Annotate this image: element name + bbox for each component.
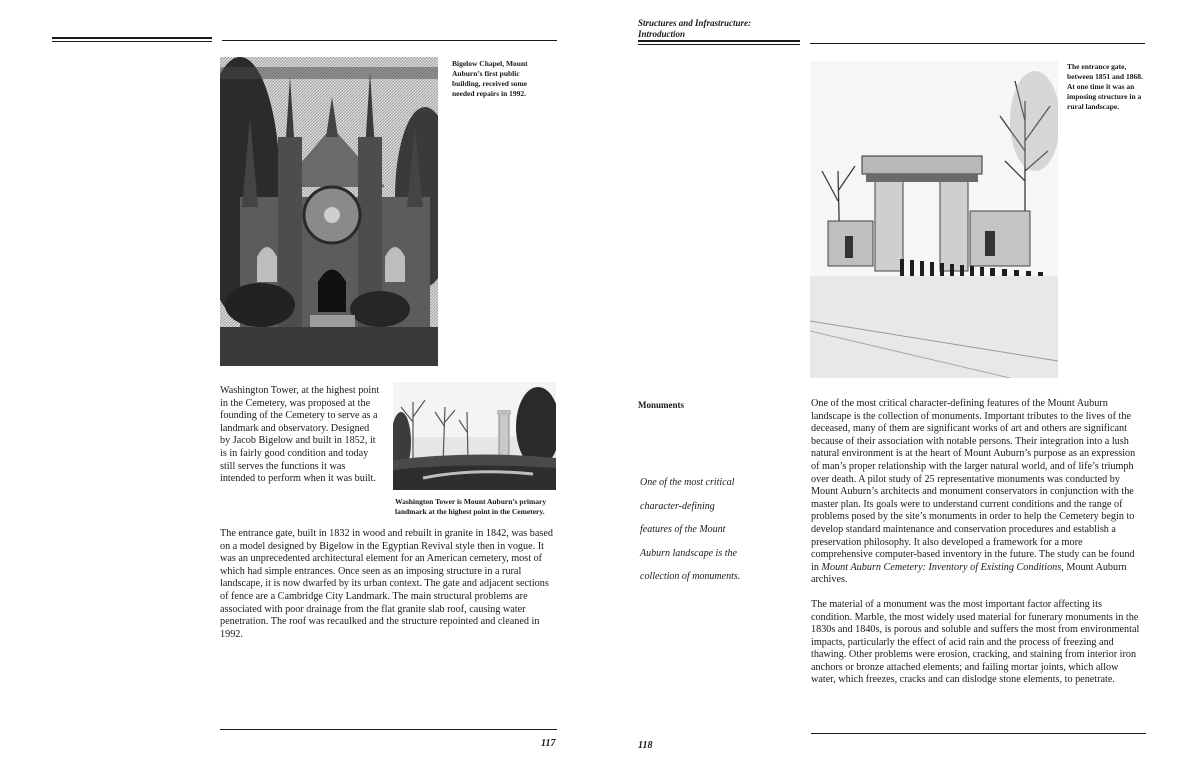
inventory-title: Mount Auburn Cemetery: Inventory of Existing Conditions, xyxy=(821,561,1064,573)
left-header-rule-double-top xyxy=(52,37,212,39)
pullquote-line: features of the Mount xyxy=(640,524,726,535)
right-header-rule-double-top xyxy=(638,40,800,42)
bigelow-chapel-photo xyxy=(220,57,438,366)
running-header-line-2: Introduction xyxy=(638,29,686,39)
left-header-rule-double-bottom xyxy=(52,41,212,42)
running-header xyxy=(638,18,751,40)
entrance-gate-text: The entrance gate, built in 1832 in wood and rebuilt in granite in 1842, was based on a model designed by Bigelow in the Egyptian Revival style then in vogue. It was an unprecedented architectural element for an American cemetery, most of which had simple entrances. Once seen as an imposing structure in a rural landscape, it is now dwarfed by its urban context. The gate and adjacent sections of fence are a Cambridge City Landmark. The main structural problems are associated with poor drainage from the flat granite slab roof, causing water penetration. The roof was recaulked and the structure repointed and cleaned in 1992. xyxy=(220,528,553,640)
pullquote-line: character-defining xyxy=(640,500,715,512)
monuments-pullquote xyxy=(640,471,770,589)
monuments-paragraph-1-text-b: Mount Auburn archives. xyxy=(811,561,1127,586)
page-number-117: 117 xyxy=(541,738,556,749)
monuments-paragraph-1-text-a: One of the most critical character-defining features of the Mount Auburn landscape is the collection of monuments. Important tributes to the lives of the deceased, many of them are significant works of art and others are significant because of their association with notable persons. Their integration into a lush natural environment is at the heart of Mount Auburn’s purpose as an expression of man’s proper relationship with the larger natural world, and of life’s triumph over death. A pilot study of 25 representative monuments was conducted by Mount Auburn’s architects and monument conservators in conjunction with the master plan. Its goals were to understand current conditions and the range of problems posed by the site’s monuments in order to help the Cemetery begin to develop standard maintenance and conservation procedures and establish a preservation philosophy. It also developed a framework for a more comprehensive computer-based inventory in the future. The study can be found in xyxy=(811,398,1136,573)
washington-tower-photo xyxy=(393,382,556,490)
washington-tower-caption: Washington Tower is Mount Auburn’s primary landmark at the highest point in the Cemetery. xyxy=(395,497,547,516)
washington-tower-text: Washington Tower, at the highest point in the Cemetery, was proposed at the founding of the Cemetery to serve as a landmark and observatory. Designed by Jacob Bigelow and built in 1852, it is in fairly good condition and today still serves the functions it was intended to perform when it was built. xyxy=(220,385,380,485)
pullquote-line: collection of monuments. xyxy=(640,571,741,582)
running-header-line-1: Structures and Infrastructure: xyxy=(638,18,752,28)
pullquote-line: Auburn landscape is the xyxy=(640,547,737,559)
monuments-body xyxy=(811,398,1144,699)
monuments-paragraph-1 xyxy=(811,398,1144,587)
entrance-gate-caption: The entrance gate, between 1851 and 1868. At one time it was an imposing structure in a rural landscape. xyxy=(1067,62,1143,111)
monuments-paragraph-2: The material of a monument was the most important factor affecting its condition. Marble, the most widely used material for funerary monuments in the 1830s and 1840s, is porous and soluble and suffers the most from environmental impacts, particularly the effect of acid rain and the process of freezing and thawing. Other problems were erosion, cracking, and staining from interior iron anchors or bronze attached elements; and failing mortar joints, which allow water, which freezes, cracks and can dislodge stone elements, to penetrate. xyxy=(811,598,1140,686)
pullquote-line: One of the most critical xyxy=(640,477,735,488)
bigelow-chapel-caption: Bigelow Chapel, Mount Auburn’s first public building, received some needed repairs in 1992. xyxy=(452,59,528,98)
right-footer-rule xyxy=(811,733,1146,734)
left-header-rule xyxy=(222,40,557,41)
right-header-rule xyxy=(810,43,1145,44)
entrance-gate-photo xyxy=(810,61,1058,378)
right-header-rule-double-bottom xyxy=(638,44,800,45)
left-footer-rule xyxy=(220,729,557,730)
page-number-118: 118 xyxy=(638,740,653,751)
monuments-heading: Monuments xyxy=(638,400,685,410)
